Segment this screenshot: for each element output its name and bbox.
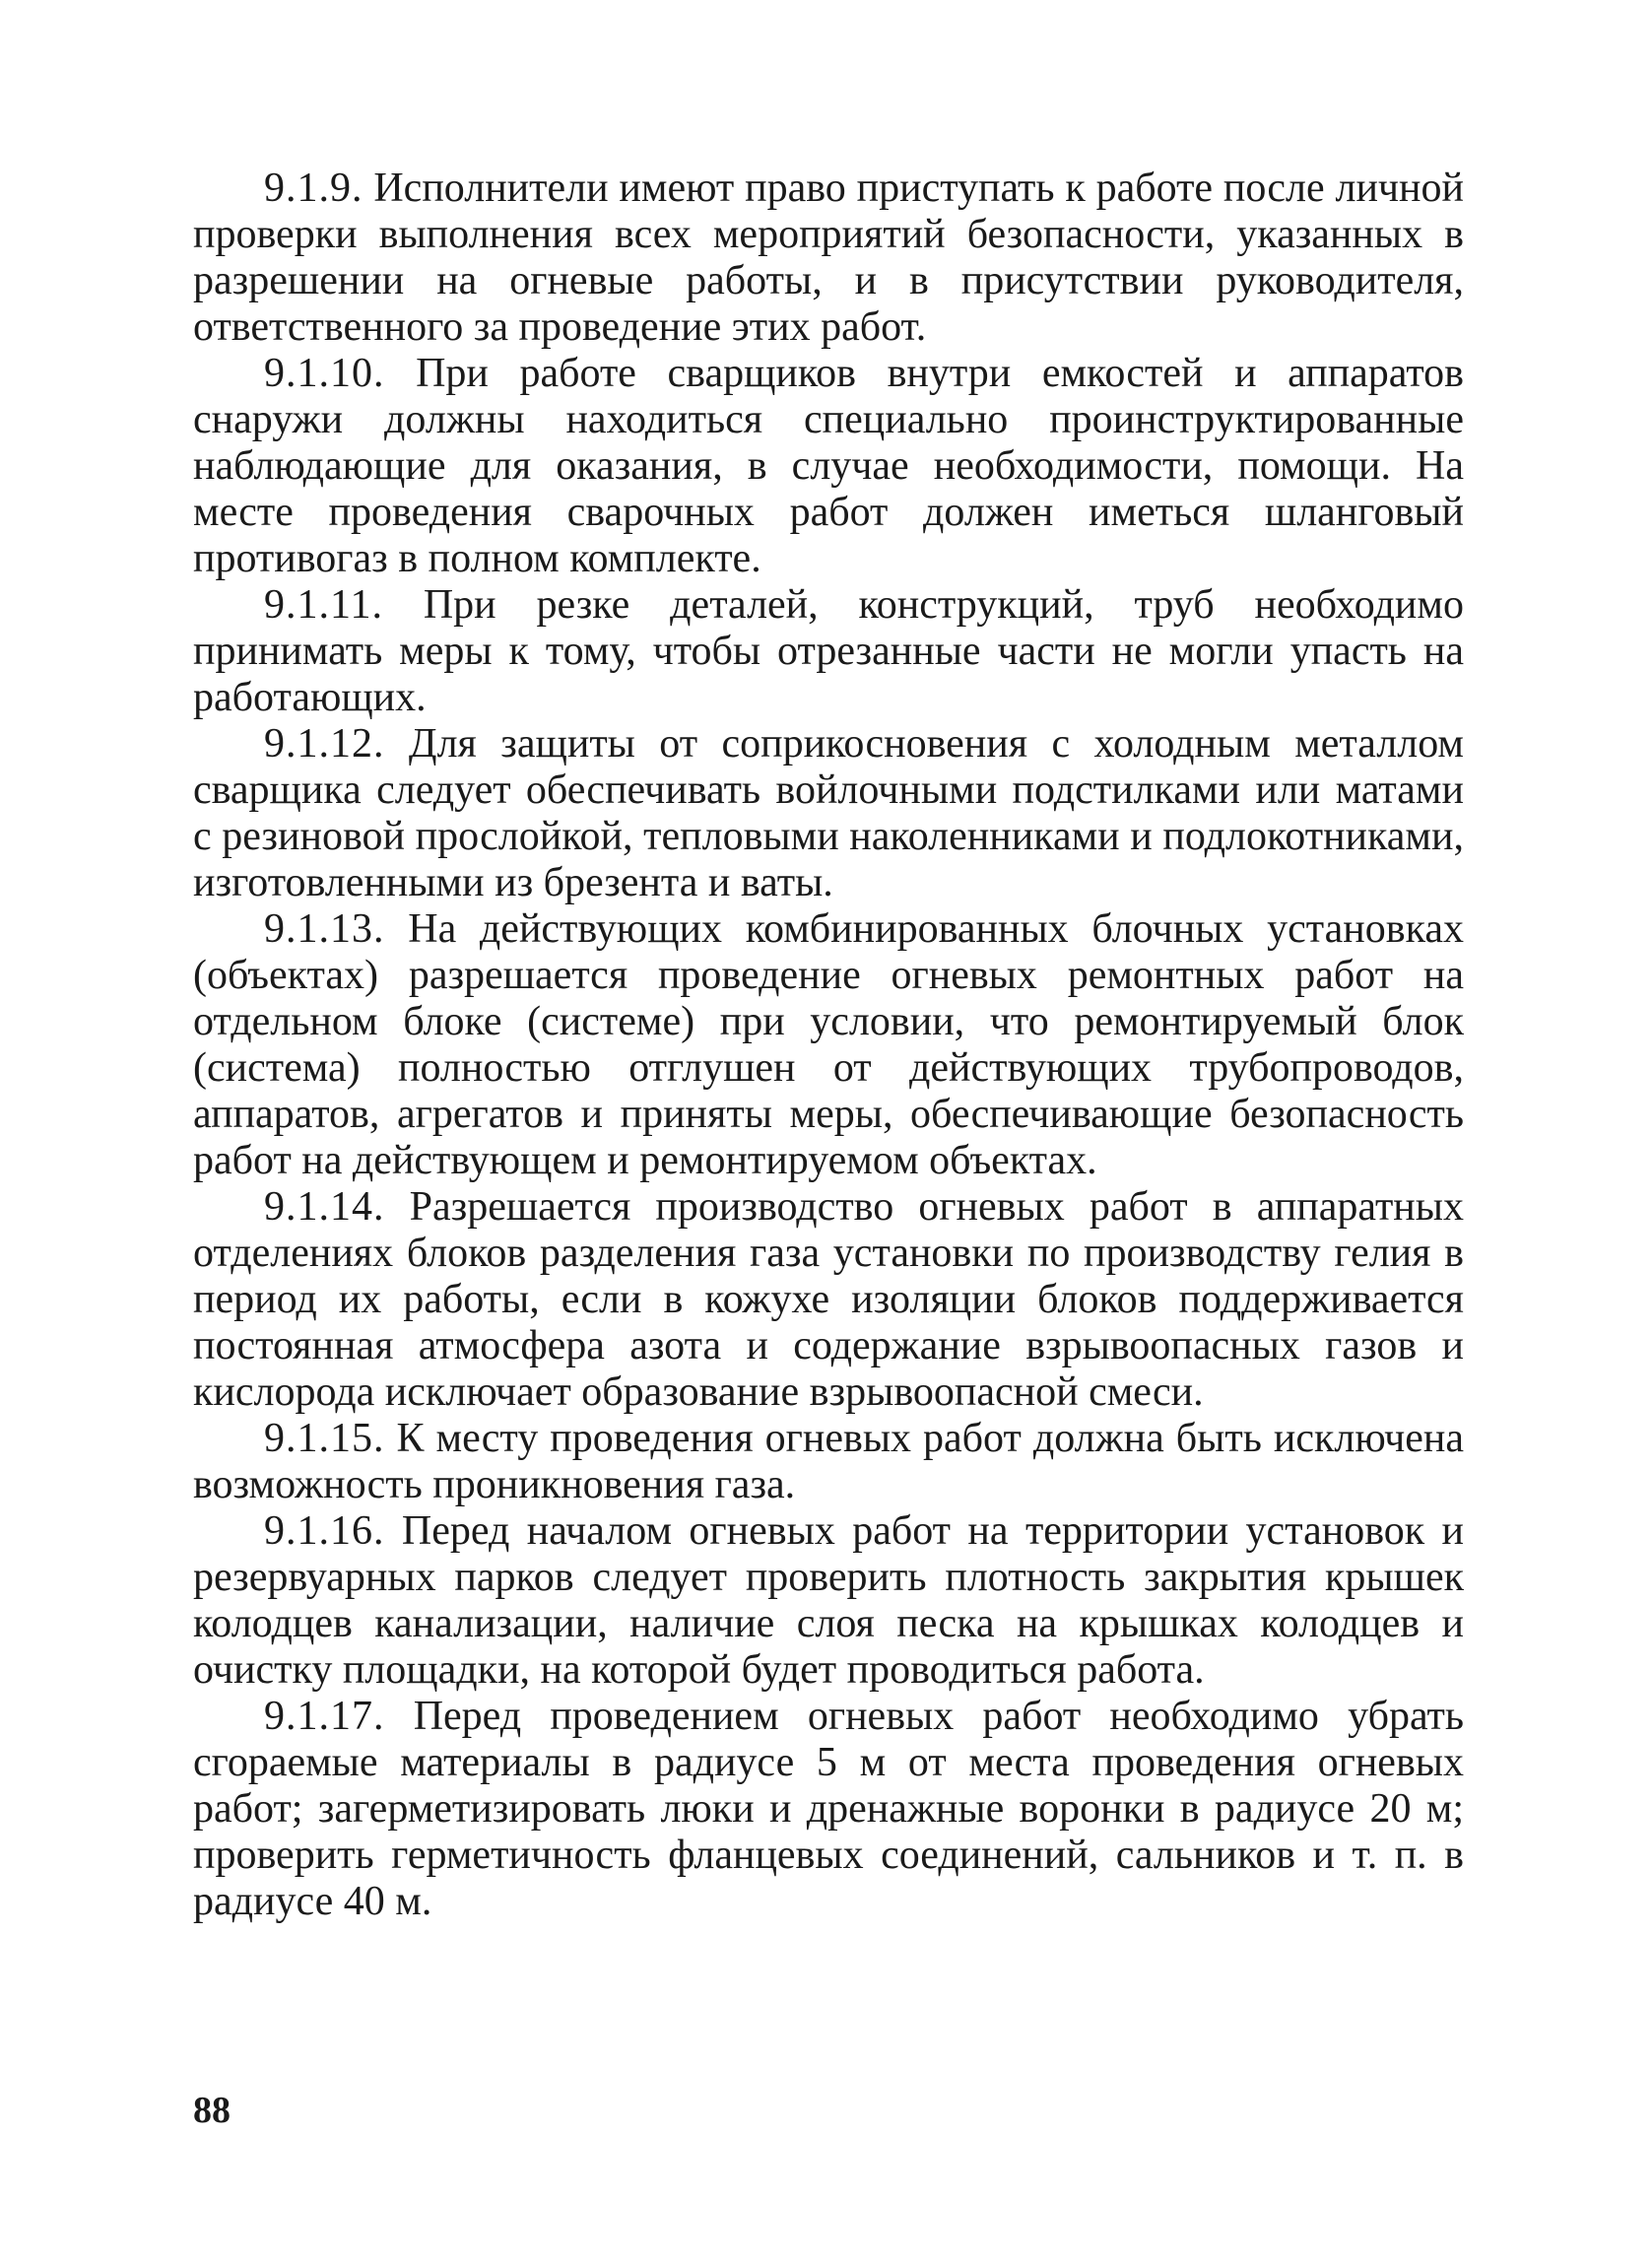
page-number: 88 [193, 2090, 231, 2131]
paragraph-text: Исполнители имеют право приступать к работе после личной проверки выполнения всех мероприятий безопасности, указанных в разрешении на огневые работы, и в присутствии руководителя, ответственного за проведение этих работ. [193, 166, 1464, 350]
paragraph-text: К месту проведения огневых работ должна быть исключена возможность проникновения газа. [193, 1416, 1464, 1507]
paragraph-9-1-13 [193, 906, 1464, 1184]
paragraph-text: Для защиты от соприкосновения с холодным металлом сварщика следует обеспечивать войлочными подстилками или матами с резиновой прослойкой, тепловыми наколенниками и подлокотниками, изготовленными из брезента и ваты. [193, 721, 1464, 905]
paragraph-number: 9.1.17. [264, 1694, 385, 1739]
paragraph-9-1-14 [193, 1184, 1464, 1416]
paragraph-number: 9.1.13. [264, 906, 385, 952]
document-body [193, 166, 1464, 1925]
paragraph-number: 9.1.15. [264, 1416, 385, 1461]
paragraph-number: 9.1.11. [264, 582, 383, 628]
paragraph-number: 9.1.14. [264, 1184, 385, 1230]
paragraph-9-1-16 [193, 1508, 1464, 1694]
paragraph-text: Перед началом огневых работ на территории установок и резервуарных парков следует проверить плотность закрытия крышек колодцев канализации, наличие слоя песка на крышках колодцев и очистку площадки, на которой будет проводиться работа. [193, 1508, 1465, 1693]
paragraph-text: На действующих комбинированных блочных установках (объектах) разрешается проведение огневых ремонтных работ на отдельном блоке (системе) при условии, что ремонтируемый блок (система) полностью отглушен от действующих трубопроводов, аппаратов, агрегатов и приняты меры, обеспечивающие безопасность работ на действующем и ремонтируемом объектах. [193, 906, 1465, 1183]
paragraph-number: 9.1.16. [264, 1508, 385, 1554]
paragraph-9-1-15 [193, 1416, 1464, 1508]
paragraph-number: 9.1.9. [264, 166, 363, 211]
paragraph-text: Перед проведением огневых работ необходимо убрать сгораемые материалы в радиусе 5 м от места проведения огневых работ; загерметизировать люки и дренажные воронки в радиусе 20 м; проверить герметичность фланцевых соединений, сальников и т. п. в радиусе 40 м. [193, 1694, 1465, 1924]
paragraph-number: 9.1.10. [264, 351, 385, 396]
paragraph-text: При резке деталей, конструкций, труб необходимо принимать меры к тому, чтобы отрезанные части не могли упасть на работающих. [193, 582, 1464, 720]
paragraph-9-1-11 [193, 582, 1464, 721]
paragraph-text: При работе сварщиков внутри емкостей и аппаратов снаружи должны находиться специально проинструктированные наблюдающие для оказания, в случае необходимости, помощи. На месте проведения сварочных работ должен иметься шланговый противогаз в полном комплекте. [193, 351, 1464, 581]
paragraph-9-1-9 [193, 166, 1464, 351]
paragraph-text: Разрешается производство огневых работ в аппаратных отделениях блоков разделения газа установки по производству гелия в период их работы, если в кожухе изоляции блоков поддерживается постоянная атмосфера азота и содержание взрывоопасных газов и кислорода исключает образование взрывоопасной смеси. [193, 1184, 1465, 1415]
paragraph-number: 9.1.12. [264, 721, 385, 767]
paragraph-9-1-17 [193, 1694, 1464, 1925]
paragraph-9-1-10 [193, 351, 1464, 582]
paragraph-9-1-12 [193, 721, 1464, 906]
